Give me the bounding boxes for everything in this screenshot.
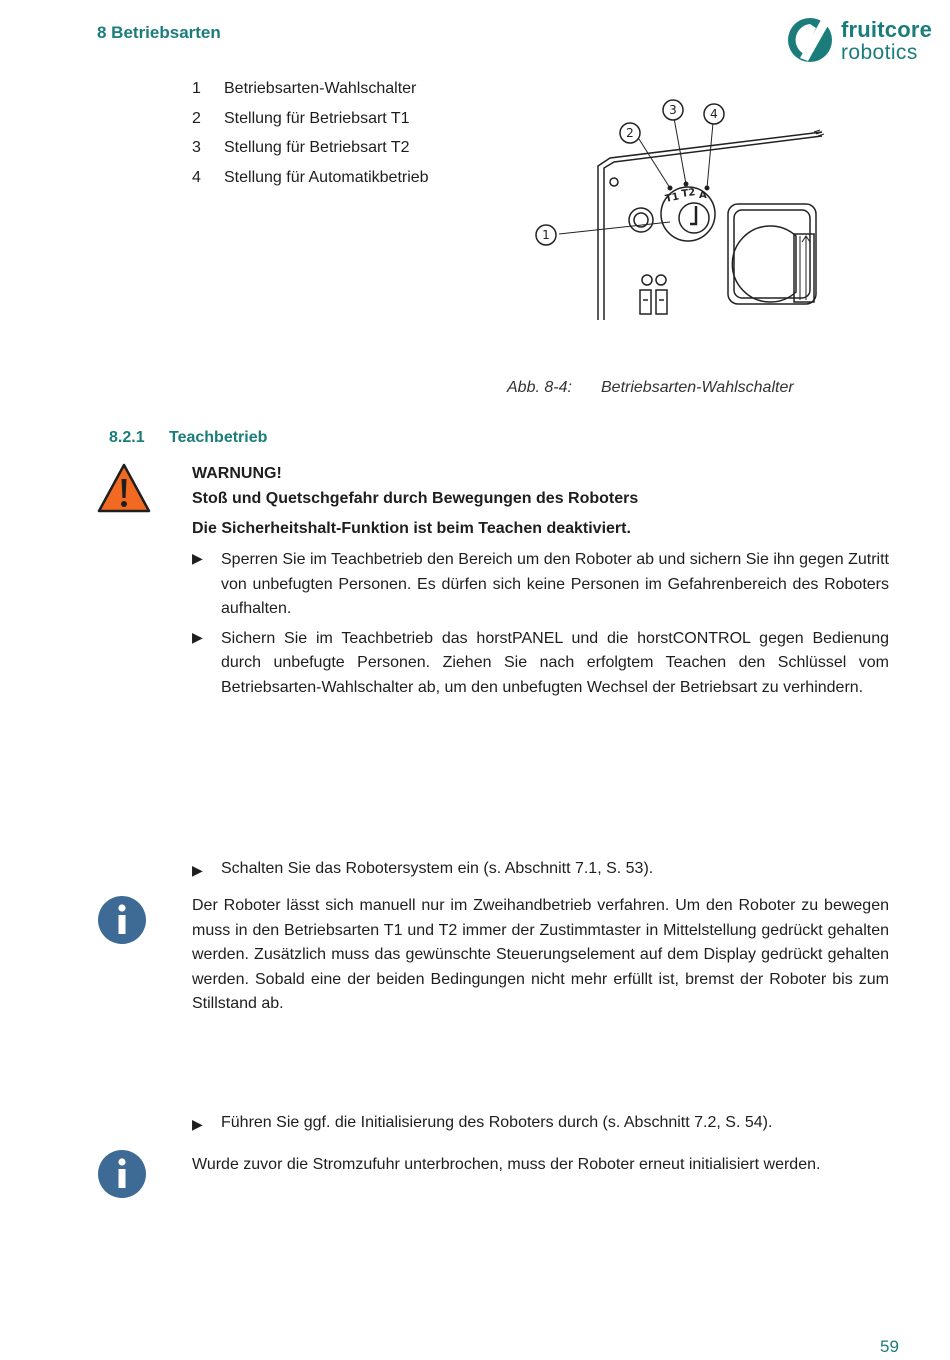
- legend-item: 4 Stellung für Automatikbetrieb: [192, 168, 429, 186]
- switch-label-a: A: [699, 190, 707, 201]
- section-heading: [109, 429, 267, 447]
- chapter-heading: 8 Betriebsarten: [97, 23, 221, 42]
- warning-title: WARNUNG!: [192, 465, 282, 482]
- warning-note: Die Sicherheitshalt-Funktion ist beim Teachen deaktiviert.: [192, 520, 631, 537]
- info-circle-icon: [97, 1149, 147, 1199]
- step-item: [192, 860, 889, 879]
- triangle-right-icon: ▶: [192, 1116, 203, 1132]
- warning-block: [192, 463, 889, 705]
- legend-item: 1 Betriebsarten-Wahlschalter: [192, 80, 417, 97]
- caption-text: Betriebsarten-Wahlschalter: [601, 379, 794, 396]
- info-circle-icon: [97, 895, 147, 945]
- info-text: Der Roboter lässt sich manuell nur im Zweihandbetrieb verfahren. Um den Roboter zu bewegen muss in den Betriebsarten T1 und T2 immer der Zustimmtaster in Mittelstellung gedrückt gehalten werden. Zusätzlich muss das gewünschte Steuerungselement auf dem Display gedrückt gehalten werden. Sobald eine der beiden Bedingungen nicht mehr erfüllt ist, bremst der Roboter bis zum Stillstand ab.: [192, 897, 889, 1012]
- mode-selector-figure: [530, 96, 830, 322]
- callout-4: 4: [710, 107, 718, 121]
- logo-mark-icon: [786, 14, 836, 64]
- callout-2: 2: [626, 126, 634, 140]
- page-number: 59: [880, 1337, 899, 1356]
- callout-1: 1: [542, 228, 550, 242]
- triangle-right-icon: ▶: [192, 862, 203, 878]
- warning-triangle-icon: [97, 462, 151, 514]
- warning-subtitle: Stoß und Quetschgefahr durch Bewegungen des Roboters: [192, 490, 639, 507]
- logo-text-line1: fruitcore: [841, 17, 933, 42]
- legend-item: 3 Stellung für Betriebsart T2: [192, 139, 410, 156]
- step-item: [192, 1114, 889, 1133]
- caption-label: Abb. 8-4:: [507, 379, 572, 396]
- warning-bullet: ▶ Sperren Sie im Teachbetrieb den Bereich um den Roboter ab und sichern Sie ihn gegen Zutritt von unbefugten Personen. Es dürfen sich keine Personen im Gefahrenbereich des Roboters aufhalten.: [192, 548, 889, 622]
- triangle-right-icon: ▶: [192, 628, 203, 645]
- step-text: Führen Sie ggf. die Initialisierung des Roboters durch (s. Abschnitt 7.2, S. 54).: [221, 1114, 773, 1131]
- company-logo: [786, 14, 938, 66]
- section-number: 8.2.1: [109, 429, 145, 446]
- legend-item: 2 Stellung für Betriebsart T1: [192, 109, 410, 127]
- triangle-right-icon: ▶: [192, 550, 203, 566]
- info-text: Wurde zuvor die Stromzufuhr unterbrochen, muss der Roboter erneut initialisiert werden.: [192, 1156, 821, 1173]
- warning-bullet: ▶ Sichern Sie im Teachbetrieb das horstPANEL und die horstCONTROL gegen Bedienung durch unbefugte Personen. Ziehen Sie nach erfolgtem Teachen den Schlüssel vom Betriebsarten-Wahlschalter ab, um den unbefugten Wechsel der Betriebsart zu verhindern.: [192, 627, 889, 701]
- figure-caption: [507, 379, 794, 397]
- section-title: Teachbetrieb: [169, 429, 268, 446]
- switch-label-t1: T1: [664, 191, 681, 205]
- step-text: Schalten Sie das Robotersystem ein (s. Abschnitt 7.1, S. 53).: [221, 860, 654, 877]
- switch-label-t2: T2: [680, 187, 697, 200]
- callout-3: 3: [669, 103, 677, 117]
- figure-legend: [192, 80, 429, 198]
- logo-text-line2: robotics: [841, 41, 918, 64]
